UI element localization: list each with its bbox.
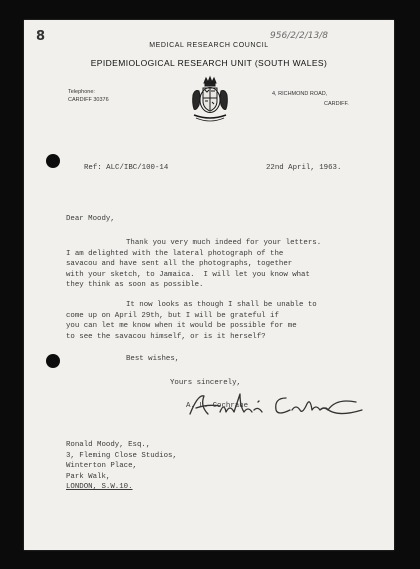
paragraph-2-line: to see the savacou himself, or is it herself? <box>66 332 266 341</box>
recipient-line: 3, Fleming Close Studios, <box>66 451 177 460</box>
recipient-line: Ronald Moody, Esq., <box>66 441 151 449</box>
salutation: Dear Moody, <box>66 215 115 223</box>
address-line-1: 4, RICHMOND ROAD, <box>272 91 328 97</box>
paragraph-2-line: come up on April 29th, but I will be grateful if <box>66 311 279 320</box>
closing-best-wishes: Best wishes, <box>126 355 180 363</box>
folio-number: 8 <box>36 29 46 44</box>
paragraph-1-line: savacou and have sent all the photographs, together <box>66 260 293 268</box>
reference-line: Ref: ALC/IBC/100-14 <box>84 164 169 172</box>
paragraph-1-line: they think as soon as possible. <box>66 281 204 289</box>
letter-date: 22nd April, 1963. <box>266 164 342 172</box>
recipient-line: LONDON, S.W.10. <box>66 483 133 491</box>
paragraph-2-line: you can let me know when it would be possible for me <box>66 322 297 330</box>
telephone-label: Telephone: <box>68 89 95 95</box>
closing-yours-sincerely: Yours sincerely, <box>170 379 241 387</box>
council-name: MEDICAL RESEARCH COUNCIL <box>149 42 269 49</box>
telephone-number: CARDIFF 30376 <box>68 97 109 103</box>
royal-coat-of-arms-icon <box>190 75 230 127</box>
punch-hole-top <box>46 154 60 168</box>
paragraph-1-line: with your sketch, to Jamaica. I will let you know what <box>66 270 310 279</box>
address-line-2: CARDIFF. <box>324 101 349 107</box>
punch-hole-bottom <box>46 354 60 368</box>
recipient-line: Park Walk, <box>66 472 111 481</box>
recipient-line: Winterton Place, <box>66 462 137 470</box>
paragraph-1-line: Thank you very much indeed for your letters. <box>126 239 322 247</box>
unit-name: EPIDEMIOLOGICAL RESEARCH UNIT (SOUTH WALES) <box>90 58 328 68</box>
paragraph-2-line: It now looks as though I shall be unable to <box>126 301 317 309</box>
letter-sheet <box>24 20 394 550</box>
paragraph-1-line: I am delighted with the lateral photograph of the <box>66 249 284 258</box>
archive-reference: 956/2/2/13/8 <box>270 31 328 41</box>
signatory-name: A. L. Cochrane <box>186 402 249 410</box>
